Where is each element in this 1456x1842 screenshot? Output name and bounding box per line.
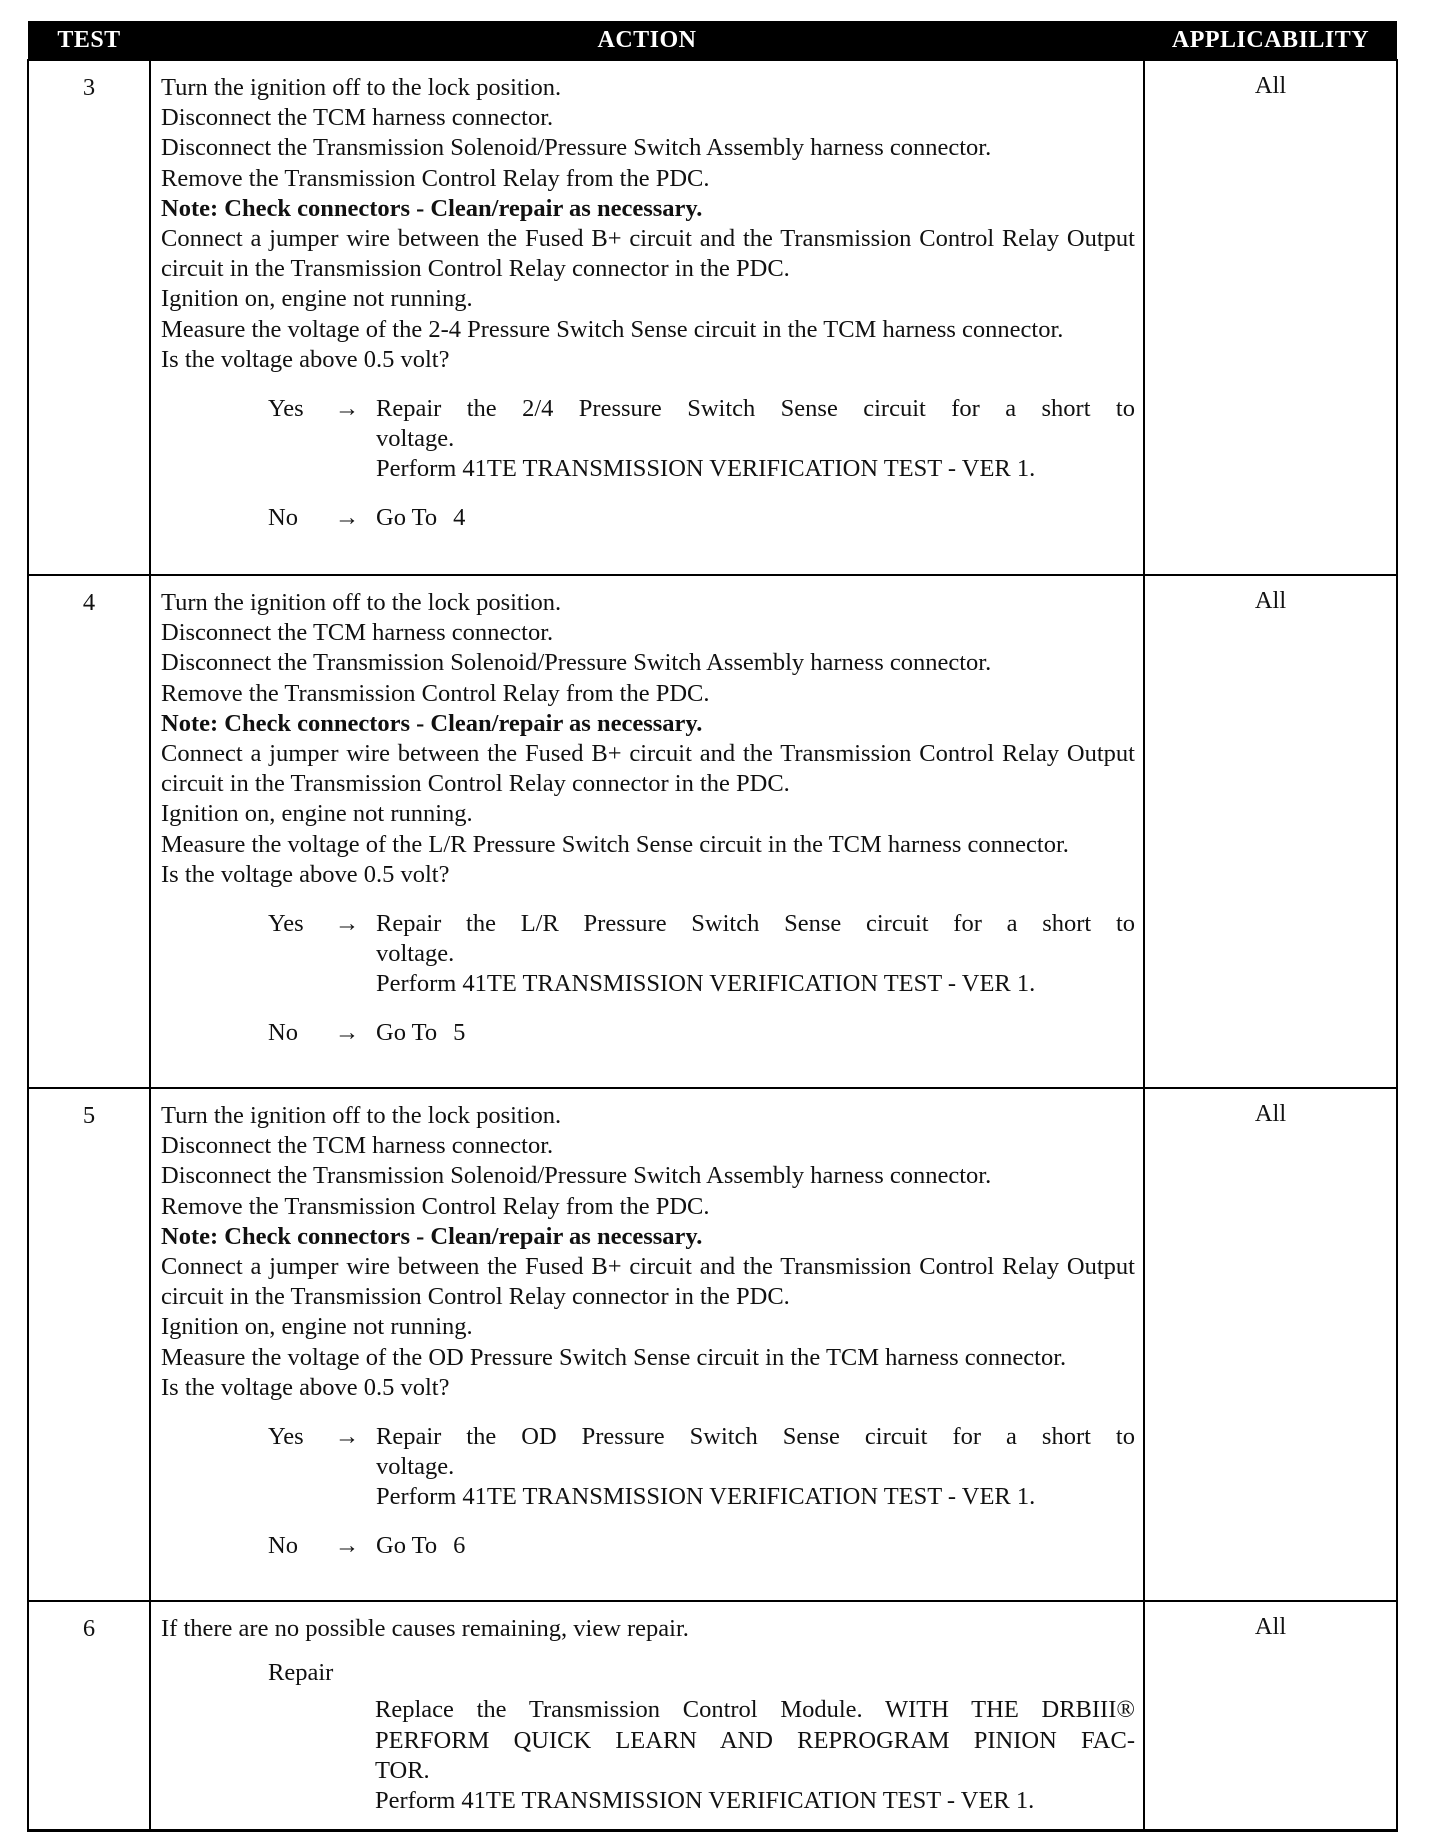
yes-result-text: Repair the 2/4 Pressure Switch Sense circuit for a short to xyxy=(376,395,1135,423)
yes-result-text: Repair the L/R Pressure Switch Sense circuit for a short to xyxy=(376,910,1135,938)
action-cell xyxy=(150,60,1144,575)
action-step: Disconnect the TCM harness connector. xyxy=(161,1132,554,1160)
yes-result-text: voltage. xyxy=(376,425,455,453)
repair-text: PERFORM QUICK LEARN AND REPROGRAM PINION FAC- xyxy=(375,1726,1135,1754)
header-applicability: APPLICABILITY xyxy=(1144,21,1397,60)
action-step: Disconnect the TCM harness connector. xyxy=(161,619,554,647)
arrow-right-icon: → xyxy=(334,395,360,423)
verification-instruction: Perform 41TE TRANSMISSION VERIFICATION TEST - VER 1. xyxy=(376,1483,1036,1511)
verification-instruction: Perform 41TE TRANSMISSION VERIFICATION TEST - VER 1. xyxy=(375,1787,1035,1815)
action-question: Is the voltage above 0.5 volt? xyxy=(161,1373,450,1401)
yes-result-text: voltage. xyxy=(376,940,455,968)
action-cell xyxy=(150,575,1144,1088)
go-to-target: 5 xyxy=(453,1018,466,1046)
action-note: Note: Check connectors - Clean/repair as necessary. xyxy=(161,1222,703,1250)
arrow-right-icon: → xyxy=(334,1531,360,1559)
applicability-value: All xyxy=(1144,60,1397,575)
header-action: ACTION xyxy=(150,21,1144,60)
arrow-right-icon: → xyxy=(334,1018,360,1046)
arrow-right-icon: → xyxy=(334,503,360,531)
repair-text: TOR. xyxy=(375,1756,430,1784)
table-row xyxy=(28,1601,1397,1830)
action-note: Note: Check connectors - Clean/repair as necessary. xyxy=(161,709,703,737)
verification-instruction: Perform 41TE TRANSMISSION VERIFICATION TEST - VER 1. xyxy=(376,455,1036,483)
go-to-text: Go To xyxy=(376,1531,438,1559)
go-to-target: 4 xyxy=(453,503,466,531)
table-header-row xyxy=(28,21,1397,60)
yes-outcome xyxy=(268,1422,1135,1513)
table-row xyxy=(28,1088,1397,1601)
action-step: Remove the Transmission Control Relay from the PDC. xyxy=(161,1192,710,1220)
action-step: Disconnect the Transmission Solenoid/Pressure Switch Assembly harness connector. xyxy=(161,134,992,162)
go-to-target: 6 xyxy=(453,1531,466,1559)
no-outcome xyxy=(268,1018,1135,1048)
action-step: If there are no possible causes remaining, view repair. xyxy=(161,1615,689,1642)
action-note: Note: Check connectors - Clean/repair as necessary. xyxy=(161,194,703,222)
action-step: Ignition on, engine not running. xyxy=(161,285,473,313)
yes-outcome xyxy=(268,909,1135,1000)
go-to-text: Go To xyxy=(376,503,438,531)
yes-label: Yes xyxy=(268,395,304,423)
action-step: Disconnect the TCM harness connector. xyxy=(161,104,554,132)
arrow-right-icon: → xyxy=(334,910,360,938)
action-step: Turn the ignition off to the lock position. xyxy=(161,74,562,101)
applicability-value: All xyxy=(1144,1088,1397,1601)
no-label: No xyxy=(268,503,298,531)
table-row xyxy=(28,60,1397,575)
test-number: 4 xyxy=(28,575,150,1088)
go-to-text: Go To xyxy=(376,1018,438,1046)
action-step: Remove the Transmission Control Relay from the PDC. xyxy=(161,164,710,192)
action-step: Connect a jumper wire between the Fused B+ circuit and the Transmission Control Relay Output circuit in the Transmission Control Relay connector in the PDC. xyxy=(161,225,1135,283)
document-page xyxy=(27,21,1396,1832)
action-step: Measure the voltage of the 2-4 Pressure Switch Sense circuit in the TCM harness connector. xyxy=(161,315,1064,343)
applicability-value: All xyxy=(1144,1601,1397,1830)
action-step: Measure the voltage of the OD Pressure Switch Sense circuit in the TCM harness connector. xyxy=(161,1343,1067,1371)
action-step: Disconnect the Transmission Solenoid/Pressure Switch Assembly harness connector. xyxy=(161,649,992,677)
action-question: Is the voltage above 0.5 volt? xyxy=(161,345,450,373)
table-row xyxy=(28,575,1397,1088)
action-cell xyxy=(150,1601,1144,1830)
action-step: Disconnect the Transmission Solenoid/Pressure Switch Assembly harness connector. xyxy=(161,1162,992,1190)
no-outcome xyxy=(268,503,1135,533)
yes-result-text: Repair the OD Pressure Switch Sense circuit for a short to xyxy=(376,1423,1135,1451)
repair-label: Repair xyxy=(268,1659,334,1687)
no-outcome xyxy=(268,1531,1135,1561)
action-step: Connect a jumper wire between the Fused B+ circuit and the Transmission Control Relay Output circuit in the Transmission Control Relay connector in the PDC. xyxy=(161,1253,1135,1311)
diagnostic-test-table xyxy=(27,21,1398,1832)
action-step: Turn the ignition off to the lock position. xyxy=(161,589,562,616)
yes-label: Yes xyxy=(268,910,304,938)
yes-label: Yes xyxy=(268,1423,304,1451)
action-step: Connect a jumper wire between the Fused B+ circuit and the Transmission Control Relay Output circuit in the Transmission Control Relay connector in the PDC. xyxy=(161,740,1135,798)
yes-outcome xyxy=(268,394,1135,485)
action-step: Ignition on, engine not running. xyxy=(161,800,473,828)
no-label: No xyxy=(268,1531,298,1559)
action-step: Measure the voltage of the L/R Pressure Switch Sense circuit in the TCM harness connector. xyxy=(161,830,1069,858)
action-step: Remove the Transmission Control Relay from the PDC. xyxy=(161,679,710,707)
header-test: TEST xyxy=(28,21,150,60)
arrow-right-icon: → xyxy=(334,1423,360,1451)
repair-text: Replace the Transmission Control Module. WITH THE DRBIII® xyxy=(375,1696,1135,1724)
test-number: 6 xyxy=(28,1601,150,1830)
action-step: Turn the ignition off to the lock position. xyxy=(161,1102,562,1129)
no-label: No xyxy=(268,1018,298,1046)
test-number: 3 xyxy=(28,60,150,575)
applicability-value: All xyxy=(1144,575,1397,1088)
test-number: 5 xyxy=(28,1088,150,1601)
verification-instruction: Perform 41TE TRANSMISSION VERIFICATION TEST - VER 1. xyxy=(376,970,1036,998)
repair-body xyxy=(375,1695,1135,1816)
action-cell xyxy=(150,1088,1144,1601)
action-question: Is the voltage above 0.5 volt? xyxy=(161,860,450,888)
yes-result-text: voltage. xyxy=(376,1453,455,1481)
action-step: Ignition on, engine not running. xyxy=(161,1313,473,1341)
